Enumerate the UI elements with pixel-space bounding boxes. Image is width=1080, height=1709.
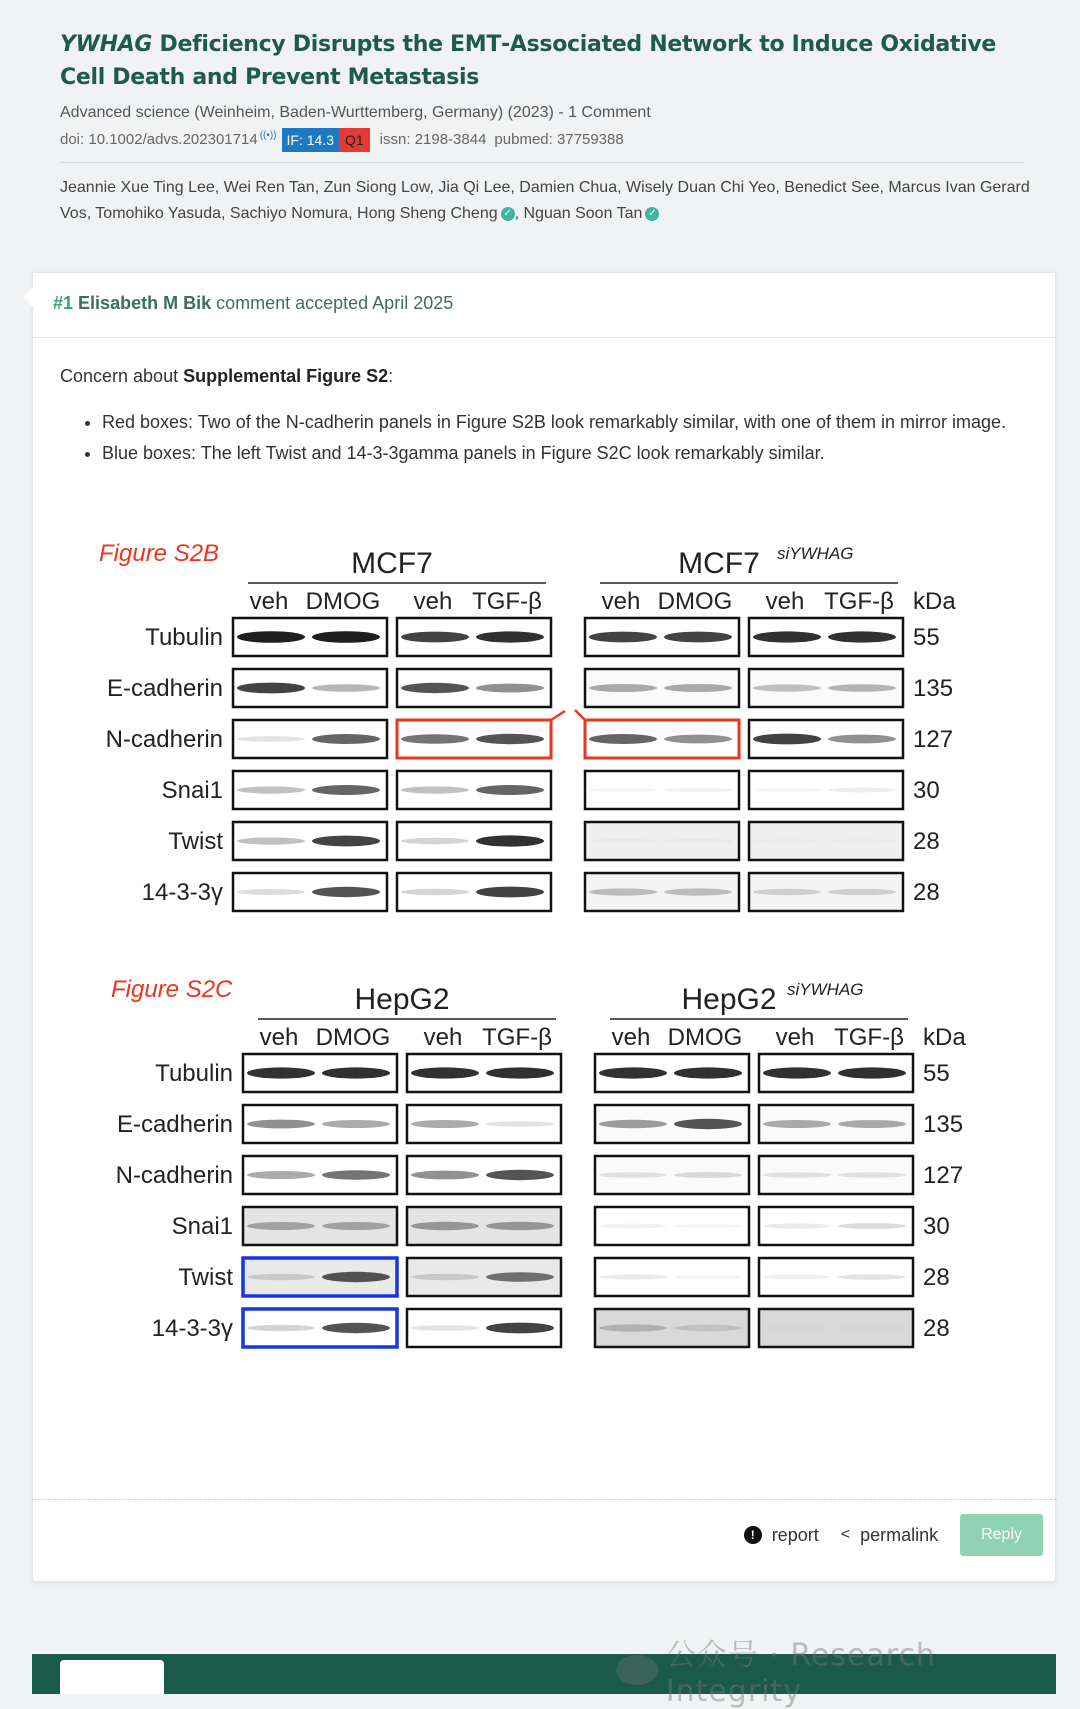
protein-band bbox=[599, 1120, 667, 1128]
watermark-text: 公众号 · Research Integrity bbox=[665, 1638, 936, 1709]
lane-label: DMOG bbox=[305, 588, 381, 615]
protein-band bbox=[674, 1224, 742, 1228]
protein-band bbox=[664, 788, 732, 793]
protein-band bbox=[753, 631, 821, 642]
identifiers-row bbox=[60, 128, 1024, 152]
protein-label: 14-3-3γ bbox=[151, 1315, 233, 1342]
protein-band bbox=[674, 1119, 742, 1129]
protein-band bbox=[476, 631, 544, 642]
protein-band bbox=[476, 684, 544, 693]
comment-card bbox=[32, 272, 1056, 1582]
protein-band bbox=[828, 839, 896, 843]
issn-text: issn: 2198-3844 bbox=[379, 131, 487, 148]
title-rest[interactable]: Deficiency Disrupts the EMT‑Associated Network to Induce Oxidative Cell Death and Prevent Metastasis bbox=[60, 32, 997, 90]
impact-factor-badge: IF: 14.3 bbox=[282, 128, 339, 152]
protein-band bbox=[664, 839, 732, 843]
protein-band bbox=[589, 788, 657, 792]
lane-label: TGF-β bbox=[824, 588, 894, 615]
western-blot-figure[interactable] bbox=[63, 523, 1023, 1423]
protein-band bbox=[237, 889, 305, 895]
protein-band bbox=[753, 889, 821, 895]
comment-footer bbox=[33, 1499, 1057, 1583]
protein-band bbox=[401, 838, 469, 844]
verified-check-icon: ✓ bbox=[501, 207, 515, 221]
cell-line-title: MCF7 bbox=[678, 547, 760, 580]
protein-band bbox=[312, 887, 380, 897]
wechat-icon bbox=[616, 1655, 658, 1685]
protein-band bbox=[753, 734, 821, 745]
comment-status: comment accepted April 2025 bbox=[216, 293, 454, 313]
protein-band bbox=[763, 1275, 831, 1280]
protein-label: Tubulin bbox=[155, 1060, 233, 1087]
cell-line-title: MCF7 bbox=[351, 547, 433, 580]
bullet-red-boxes: • Red boxes: Two of the N-cadherin panels in Figure S2B look remarkably similar, with one of them in mirror image. bbox=[102, 407, 1027, 438]
protein-band bbox=[664, 632, 732, 643]
protein-band bbox=[312, 631, 380, 643]
protein-band bbox=[828, 684, 896, 692]
protein-band bbox=[828, 788, 896, 793]
article-title[interactable] bbox=[60, 28, 1024, 94]
protein-band bbox=[486, 1323, 554, 1334]
protein-label: N-cadherin bbox=[105, 726, 223, 753]
protein-band bbox=[486, 1222, 554, 1230]
panel-label: Figure S2B bbox=[99, 540, 220, 567]
protein-band bbox=[763, 1172, 831, 1178]
lane-label: veh bbox=[775, 1024, 815, 1051]
protein-band bbox=[411, 1274, 479, 1280]
protein-band bbox=[411, 1067, 479, 1078]
protein-band bbox=[312, 836, 380, 847]
protein-band bbox=[589, 734, 657, 744]
protein-band bbox=[237, 786, 305, 793]
protein-band bbox=[664, 684, 732, 692]
authors-main: Jeannie Xue Ting Lee, Wei Ren Tan, Zun Siong Low, Jia Qi Lee, Damien Chua, Wisely Duan Chi Yeo, Benedict See, Marcus Ivan Gerard Vos, Tomohiko Yasuda, Sachiyo Nomura, Hong Sheng Cheng bbox=[60, 179, 1030, 222]
protein-band bbox=[828, 889, 896, 895]
concern-suffix: : bbox=[388, 366, 394, 386]
protein-band bbox=[322, 1067, 390, 1078]
protein-band bbox=[322, 1272, 390, 1282]
protein-band bbox=[599, 1067, 667, 1078]
protein-label: Snai1 bbox=[171, 1213, 233, 1240]
comment-number[interactable]: #1 bbox=[53, 293, 74, 313]
wechat-watermark bbox=[616, 1630, 1080, 1709]
kda-value: 127 bbox=[913, 726, 954, 753]
protein-band bbox=[599, 1224, 667, 1229]
protein-band bbox=[486, 1121, 554, 1127]
broadcast-icon: ((•)) bbox=[259, 130, 277, 141]
lane-label: TGF-β bbox=[834, 1024, 904, 1051]
protein-band bbox=[664, 735, 732, 744]
permalink-link[interactable]: permalink bbox=[860, 1524, 939, 1545]
footer-tab[interactable] bbox=[60, 1660, 164, 1694]
protein-band bbox=[401, 683, 469, 693]
cell-line-title: HepG2 bbox=[354, 983, 450, 1016]
protein-band bbox=[411, 1325, 479, 1331]
protein-band bbox=[312, 785, 380, 795]
comment-header bbox=[33, 273, 1055, 338]
report-action[interactable] bbox=[744, 1525, 819, 1546]
protein-band bbox=[674, 1172, 742, 1178]
author-list bbox=[60, 175, 1035, 227]
lane-label: DMOG bbox=[315, 1024, 391, 1051]
protein-band bbox=[599, 1324, 667, 1331]
protein-band bbox=[411, 1171, 479, 1180]
kda-header: kDa bbox=[913, 588, 956, 615]
protein-band bbox=[237, 837, 305, 844]
protein-band bbox=[322, 1120, 390, 1128]
lane-label: veh bbox=[611, 1024, 651, 1051]
kda-value: 127 bbox=[923, 1162, 964, 1189]
protein-band bbox=[401, 786, 469, 793]
kda-value: 55 bbox=[913, 624, 940, 651]
blot-svg bbox=[63, 523, 1023, 1423]
protein-band bbox=[401, 632, 469, 643]
protein-band bbox=[247, 1325, 315, 1331]
protein-band bbox=[322, 1170, 390, 1180]
share-icon: < bbox=[840, 1526, 851, 1543]
panel-label: Figure S2C bbox=[111, 976, 233, 1003]
protein-band bbox=[589, 684, 657, 692]
verified-check-icon: ✓ bbox=[645, 207, 659, 221]
protein-band bbox=[476, 785, 544, 795]
protein-band bbox=[322, 1222, 390, 1230]
kda-value: 135 bbox=[913, 675, 954, 702]
protein-band bbox=[599, 1172, 667, 1178]
protein-band bbox=[589, 839, 657, 843]
protein-band bbox=[247, 1067, 315, 1078]
concern-prefix: Concern about bbox=[60, 366, 184, 386]
protein-band bbox=[664, 888, 732, 895]
protein-band bbox=[312, 684, 380, 692]
lane-label: veh bbox=[259, 1024, 299, 1051]
title-gene[interactable]: YWHAG bbox=[60, 32, 153, 57]
protein-band bbox=[411, 1120, 479, 1128]
red-connector bbox=[551, 711, 565, 720]
protein-band bbox=[247, 1171, 315, 1179]
lane-label: DMOG bbox=[667, 1024, 743, 1051]
reply-button[interactable]: Reply bbox=[960, 1514, 1043, 1556]
protein-label: E-cadherin bbox=[106, 675, 223, 702]
kda-value: 28 bbox=[913, 879, 940, 906]
lane-label: veh bbox=[249, 588, 289, 615]
permalink-action[interactable] bbox=[841, 1525, 938, 1546]
protein-band bbox=[674, 1325, 742, 1331]
journal-line: Advanced science (Weinheim, Baden-Wurttemberg, Germany) (2023) - 1 Comment bbox=[60, 104, 651, 121]
protein-band bbox=[753, 839, 821, 843]
protein-band bbox=[828, 631, 896, 642]
protein-band bbox=[486, 1170, 554, 1180]
protein-band bbox=[838, 1172, 906, 1178]
concern-bullets bbox=[102, 407, 1027, 469]
concern-subject: Supplemental Figure S2 bbox=[183, 366, 389, 386]
protein-band bbox=[247, 1274, 315, 1280]
kda-value: 28 bbox=[913, 828, 940, 855]
lane-label: veh bbox=[423, 1024, 463, 1051]
protein-band bbox=[763, 1120, 831, 1128]
concern-line bbox=[60, 366, 1027, 387]
lane-label: TGF-β bbox=[472, 588, 542, 615]
cell-line-title: HepG2 bbox=[681, 983, 777, 1016]
lane-label: veh bbox=[765, 588, 805, 615]
protein-band bbox=[589, 632, 657, 643]
kda-value: 55 bbox=[923, 1060, 950, 1087]
protein-band bbox=[763, 1326, 831, 1331]
protein-band bbox=[674, 1067, 742, 1078]
protein-band bbox=[401, 734, 469, 744]
protein-band bbox=[753, 788, 821, 792]
protein-band bbox=[589, 888, 657, 895]
red-connector bbox=[575, 710, 585, 720]
protein-band bbox=[753, 684, 821, 691]
card-pointer bbox=[23, 287, 33, 307]
protein-band bbox=[828, 735, 896, 744]
protein-label: E-cadherin bbox=[116, 1111, 233, 1138]
kda-value: 30 bbox=[923, 1213, 950, 1240]
protein-band bbox=[674, 1275, 742, 1279]
protein-band bbox=[838, 1274, 906, 1280]
protein-band bbox=[763, 1223, 831, 1228]
lane-label: veh bbox=[413, 588, 453, 615]
protein-band bbox=[247, 1222, 315, 1230]
protein-band bbox=[599, 1274, 667, 1279]
quartile-badge: Q1 bbox=[339, 128, 370, 152]
protein-band bbox=[838, 1223, 906, 1229]
protein-label: 14-3-3γ bbox=[141, 879, 223, 906]
protein-band bbox=[763, 1067, 831, 1078]
bullet-blue-boxes: • Blue boxes: The left Twist and 14-3-3gamma panels in Figure S2C look remarkably similar. bbox=[102, 438, 1027, 469]
protein-band bbox=[247, 1120, 315, 1129]
kda-value: 135 bbox=[923, 1111, 964, 1138]
doi-link[interactable]: doi: 10.1002/advs.202301714 bbox=[60, 131, 258, 148]
pubmed-link[interactable]: pubmed: 37759388 bbox=[494, 131, 624, 148]
kda-value: 28 bbox=[923, 1264, 950, 1291]
protein-label: N-cadherin bbox=[115, 1162, 233, 1189]
header-divider bbox=[60, 162, 1025, 163]
protein-band bbox=[312, 734, 380, 744]
protein-band bbox=[838, 1120, 906, 1128]
protein-band bbox=[401, 889, 469, 895]
lane-label: DMOG bbox=[657, 588, 733, 615]
protein-band bbox=[237, 736, 305, 742]
kda-header: kDa bbox=[923, 1024, 966, 1051]
exclamation-icon: ! bbox=[744, 1526, 762, 1544]
protein-band bbox=[486, 1067, 554, 1078]
protein-label: Tubulin bbox=[145, 624, 223, 651]
protein-band bbox=[838, 1326, 906, 1331]
protein-label: Twist bbox=[178, 1264, 233, 1291]
protein-band bbox=[411, 1222, 479, 1230]
protein-label: Snai1 bbox=[161, 777, 223, 804]
comment-body bbox=[33, 338, 1055, 469]
protein-band bbox=[486, 1272, 554, 1282]
article-header bbox=[0, 0, 1080, 227]
authors-last: , Nguan Soon Tan bbox=[514, 205, 643, 222]
kda-value: 30 bbox=[913, 777, 940, 804]
comment-actions bbox=[744, 1514, 1043, 1556]
lane-label: veh bbox=[601, 588, 641, 615]
report-link[interactable]: report bbox=[771, 1524, 819, 1545]
kda-value: 28 bbox=[923, 1315, 950, 1342]
protein-band bbox=[476, 734, 544, 744]
protein-band bbox=[838, 1067, 906, 1078]
protein-label: Twist bbox=[168, 828, 223, 855]
protein-band bbox=[237, 683, 305, 694]
superscript-label: siYWHAG bbox=[777, 544, 854, 563]
superscript-label: siYWHAG bbox=[787, 980, 864, 999]
protein-band bbox=[322, 1323, 390, 1333]
protein-band bbox=[476, 887, 544, 898]
protein-band bbox=[237, 631, 305, 643]
comment-author[interactable]: Elisabeth M Bik bbox=[78, 293, 212, 313]
lane-label: TGF-β bbox=[482, 1024, 552, 1051]
protein-band bbox=[476, 835, 544, 846]
